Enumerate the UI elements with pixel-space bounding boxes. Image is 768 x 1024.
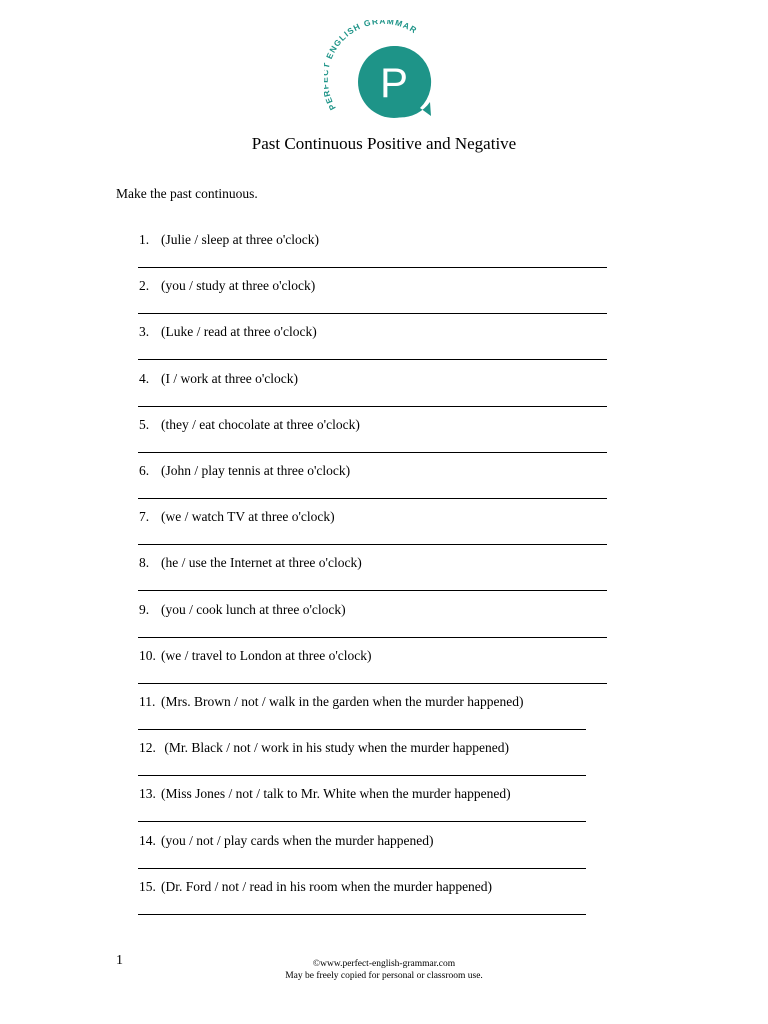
item-number: 5.	[139, 416, 150, 432]
item-prompt: (Mr. Black / not / work in his study when the murder happened)	[161, 740, 509, 756]
item-prompt: (Mrs. Brown / not / walk in the garden when the murder happened)	[161, 694, 524, 709]
instruction-text: Make the past continuous.	[116, 186, 258, 201]
speech-bubble-logo-icon	[324, 20, 444, 124]
item-prompt: (Miss Jones / not / talk to Mr. White when the murder happened)	[161, 786, 511, 802]
footer-copyright: ©www.perfect-english-grammar.com	[312, 959, 456, 969]
exercise-item	[139, 231, 319, 249]
exercise-item	[139, 601, 346, 619]
answer-line[interactable]	[138, 914, 586, 915]
exercise-item	[139, 370, 298, 388]
page-title: Past Continuous Positive and Negative	[251, 134, 517, 153]
item-number: 12.	[139, 740, 156, 756]
answer-line[interactable]	[138, 637, 607, 638]
item-number: 2.	[139, 278, 150, 294]
answer-line[interactable]	[138, 452, 607, 453]
item-number: 13.	[139, 786, 156, 802]
item-prompt: (we / travel to London at three o'clock)	[161, 647, 372, 663]
exercise-item	[139, 693, 524, 711]
exercise-item	[139, 508, 335, 526]
item-number: 8.	[139, 555, 150, 571]
item-number: 4.	[139, 370, 150, 386]
item-number: 3.	[139, 324, 150, 340]
answer-line[interactable]	[138, 868, 586, 869]
item-prompt: (John / play tennis at three o'clock)	[161, 463, 351, 478]
item-number: 11.	[139, 694, 156, 709]
item-prompt: (I / work at three o'clock)	[161, 370, 298, 386]
exercise-item	[139, 416, 360, 434]
item-number: 6.	[139, 463, 150, 478]
item-prompt: (we / watch TV at three o'clock)	[161, 509, 335, 525]
item-prompt: (you / study at three o'clock)	[161, 278, 316, 294]
item-number: 7.	[139, 509, 150, 525]
exercise-item	[139, 323, 317, 341]
exercise-item	[139, 462, 350, 480]
item-prompt: (he / use the Internet at three o'clock)	[161, 555, 362, 571]
footer	[0, 958, 768, 982]
exercise-item	[139, 878, 492, 896]
exercise-item	[139, 832, 434, 850]
brand-logo	[324, 20, 444, 124]
answer-line[interactable]	[138, 313, 607, 314]
item-prompt: (Luke / read at three o'clock)	[161, 324, 317, 340]
page-number: 1	[116, 953, 123, 968]
item-number: 15.	[139, 878, 156, 894]
exercise-item	[139, 785, 511, 803]
footer-note: May be freely copied for personal or classroom use.	[285, 971, 483, 981]
answer-line[interactable]	[138, 498, 607, 499]
answer-line[interactable]	[138, 775, 586, 776]
answer-line[interactable]	[138, 267, 607, 268]
exercise-item	[139, 739, 509, 757]
answer-line[interactable]	[138, 590, 607, 591]
answer-line[interactable]	[138, 821, 586, 822]
item-prompt: (Julie / sleep at three o'clock)	[161, 232, 319, 247]
exercise-item	[139, 647, 371, 665]
item-number: 9.	[139, 601, 150, 617]
item-number: 14.	[139, 832, 156, 848]
logo-letter: P	[379, 59, 409, 106]
logo-brand-text: PE ENGLISH GRAMMAR	[324, 20, 420, 112]
exercise-item	[139, 277, 315, 295]
item-prompt: (they / eat chocolate at three o'clock)	[161, 416, 360, 432]
answer-line[interactable]	[138, 359, 607, 360]
answer-line[interactable]	[138, 683, 607, 684]
item-prompt: (you / cook lunch at three o'clock)	[161, 601, 346, 617]
item-prompt: (Dr. Ford / not / read in his room when the murder happened)	[161, 878, 493, 894]
answer-line[interactable]	[138, 729, 586, 730]
answer-line[interactable]	[138, 544, 607, 545]
answer-line[interactable]	[138, 406, 607, 407]
item-prompt: (you / not / play cards when the murder happened)	[161, 832, 434, 848]
item-number: 10.	[139, 647, 156, 663]
item-number: 1.	[139, 232, 150, 247]
exercise-item	[139, 554, 362, 572]
